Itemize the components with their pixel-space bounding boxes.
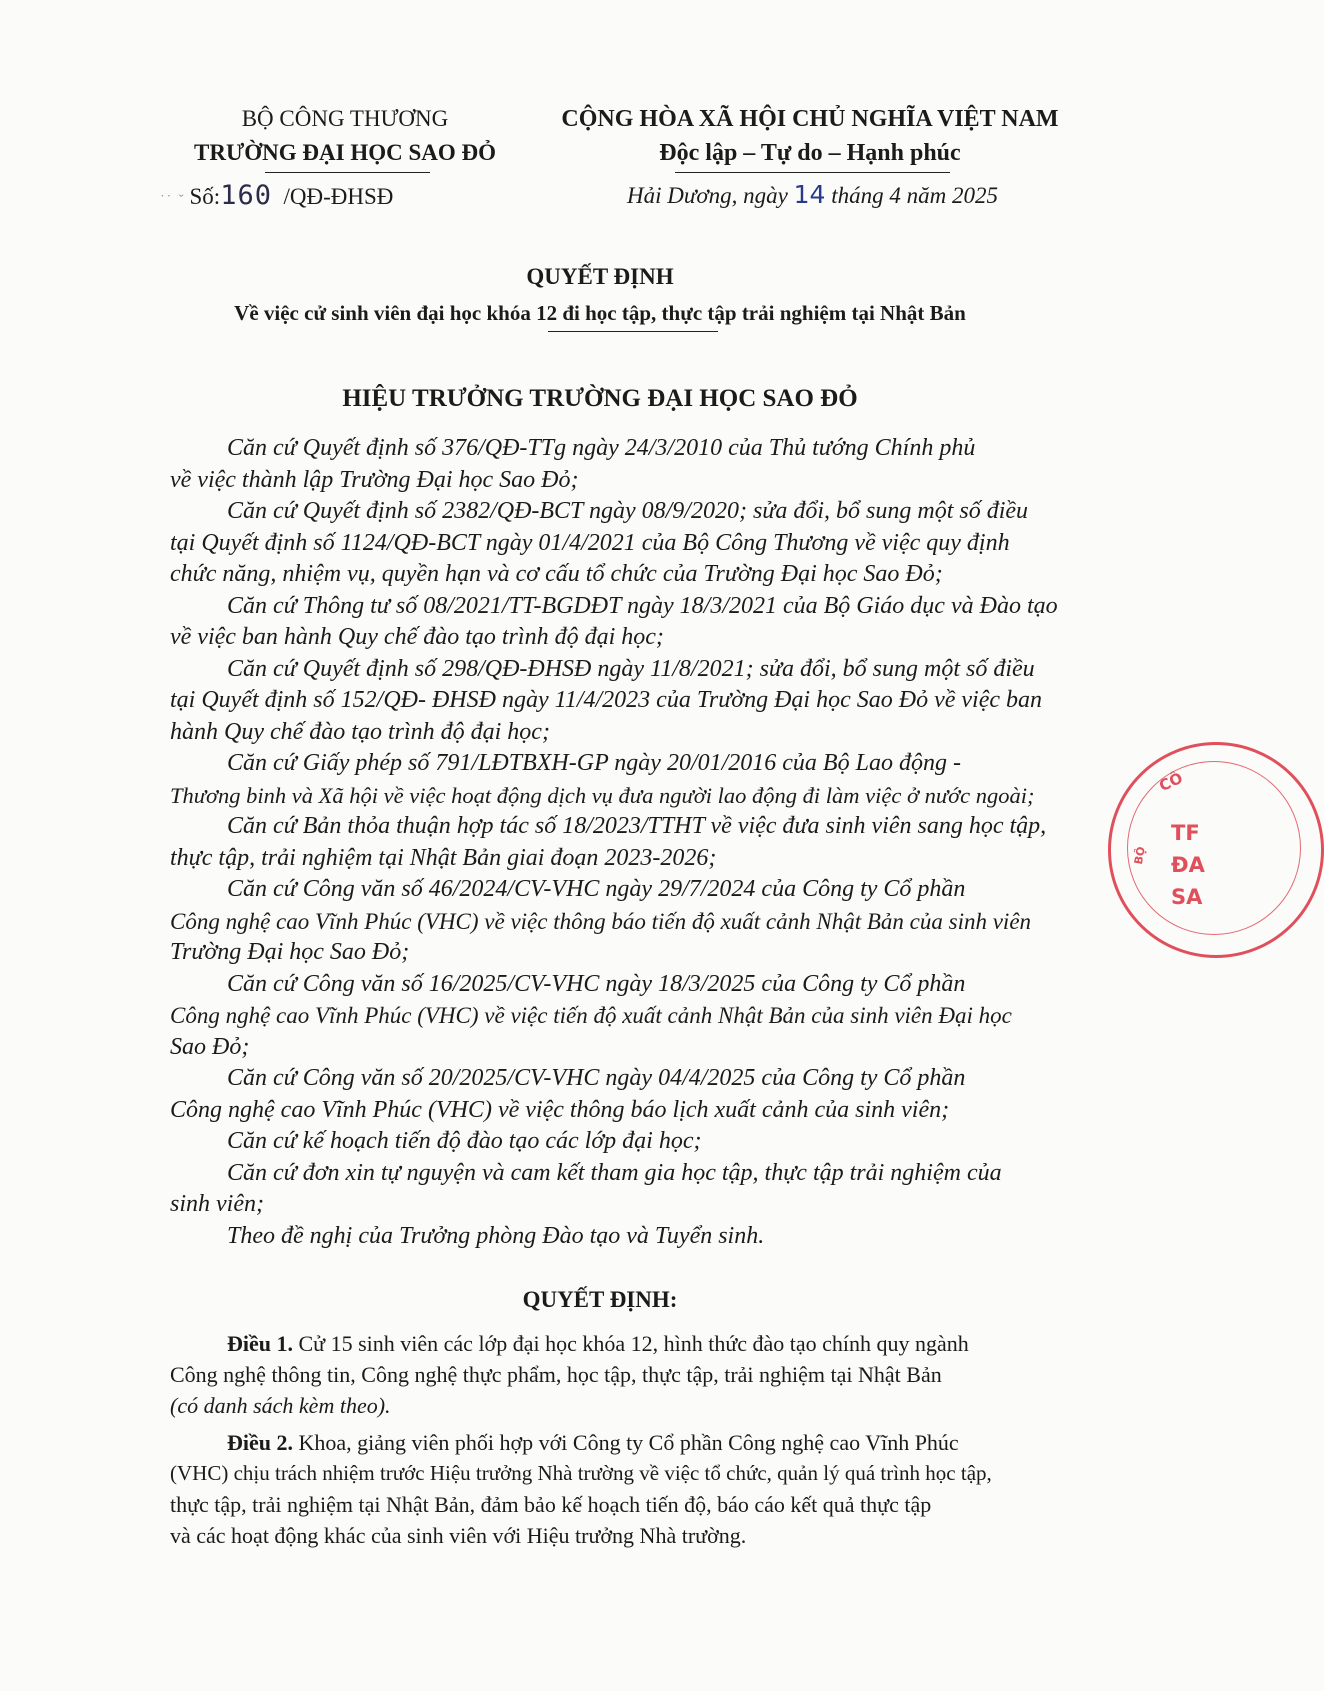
article-1-label: Điều 1. xyxy=(227,1331,293,1356)
date-day-handwritten: 14 xyxy=(793,180,826,209)
national-title: CỘNG HÒA XÃ HỘI CHỦ NGHĨA VIỆT NAM xyxy=(561,106,1059,132)
doc-number-suffix: /QĐ-ĐHSĐ xyxy=(283,184,394,209)
issuing-authority: HIỆU TRƯỞNG TRƯỜNG ĐẠI HỌC SAO ĐỎ xyxy=(342,385,858,412)
ground-10: Căn cứ kế hoạch tiến độ đào tạo các lớp đại học; xyxy=(227,1128,702,1154)
date-suffix: tháng 4 năm 2025 xyxy=(831,183,998,208)
ministry-name: BỘ CÔNG THƯƠNG xyxy=(241,106,449,131)
subtitle-underline xyxy=(548,331,718,332)
article-1-note: (có danh sách kèm theo). xyxy=(170,1393,391,1418)
date-line xyxy=(627,180,998,209)
red-seal-stamp: CÔ TF ĐA SA BỘ xyxy=(1108,742,1324,958)
article-2-label: Điều 2. xyxy=(227,1430,293,1455)
article-1: Điều 1. Cử 15 sinh viên các lớp đại học khóa 12, hình thức đào tạo chính quy ngành Công nghệ thông tin, Công nghệ thực phẩm, học tập, thực tập, trải nghiệm tại Nhật Bản (có danh sách kèm theo). xyxy=(170,1328,1095,1421)
ground-9: Căn cứ Công văn số 20/2025/CV-VHC ngày 04/4/2025 của Công ty Cổ phần Công nghệ cao Vĩnh Phúc (VHC) về việc thông báo lịch xuất cảnh của sinh viên; xyxy=(170,1065,966,1123)
article-2: Điều 2. Khoa, giảng viên phối hợp với Công ty Cổ phần Công nghệ cao Vĩnh Phúc (VHC) chịu trách nhiệm trước Hiệu trưởng Nhà trường về việc tổ chức, quản lý quá trình học tập, thực tập, trải nghiệm tại Nhật Bản, đảm bảo kế hoạch tiến độ, báo cáo kết quả thực tập và các hoạt động khác của sinh viên với Hiệu trưởng Nhà trường. xyxy=(170,1430,992,1548)
ground-6: Căn cứ Bản thỏa thuận hợp tác số 18/2023/TTHT về việc đưa sinh viên sang học tập, thực tập, trải nghiệm tại Nhật Bản giai đoạn 2023-2026; xyxy=(170,813,1047,871)
decision-subtitle: Về việc cử sinh viên đại học khóa 12 đi học tập, thực tập trải nghiệm tại Nhật Bản xyxy=(234,301,966,325)
document-number xyxy=(160,180,393,211)
ground-8: Căn cứ Công văn số 16/2025/CV-VHC ngày 18/3/2025 của Công ty Cổ phần Công nghệ cao Vĩnh Phúc (VHC) về việc tiến độ xuất cảnh Nhật Bản của sinh viên Đại học Sao Đỏ; xyxy=(170,970,1012,1060)
ground-2: Căn cứ Quyết định số 2382/QĐ-BCT ngày 08/9/2020; sửa đổi, bổ sung một số điều tại Quyết định số 1124/QĐ-BCT ngày 01/4/2021 của Bộ Công Thương về việc quy định chức năng, nhiệm vụ, quyền hạn và cơ cấu tổ chức của Trường Đại học Sao Đỏ; xyxy=(170,498,1029,587)
ground-12: Theo đề nghị của Trưởng phòng Đào tạo và Tuyển sinh. xyxy=(227,1222,765,1249)
ground-3: Căn cứ Thông tư số 08/2021/TT-BGDĐT ngày 18/3/2021 của Bộ Giáo dục và Đào tạo về việc ban hành Quy chế đào tạo trình độ đại học; xyxy=(170,592,1058,650)
date-prefix: Hải Dương, ngày xyxy=(627,183,788,208)
doc-number-prefix: Số: xyxy=(189,184,221,209)
grounds-section xyxy=(170,433,1095,1252)
ground-5: Căn cứ Giấy phép số 791/LĐTBXH-GP ngày 20/01/2016 của Bộ Lao động - Thương binh và Xã hội về việc hoạt động dịch vụ đưa người lao động đi làm việc ở nước ngoài; xyxy=(170,750,1035,808)
school-underline xyxy=(265,172,430,173)
doc-number-handwritten: 160 xyxy=(220,180,272,211)
seal-inner-ring xyxy=(1127,761,1301,935)
ground-7: Căn cứ Công văn số 46/2024/CV-VHC ngày 29/7/2024 của Công ty Cổ phần Công nghệ cao Vĩnh Phúc (VHC) về việc thông báo tiến độ xuất cảnh Nhật Bản của sinh viên Trường Đại học Sao Đỏ; xyxy=(170,876,1032,965)
ground-11: Căn cứ đơn xin tự nguyện và cam kết tham gia học tập, thực tập trải nghiệm của sinh viên; xyxy=(170,1159,1002,1217)
motto-underline xyxy=(675,172,950,173)
decision-heading: QUYẾT ĐỊNH: xyxy=(522,1287,678,1312)
national-motto: Độc lập – Tự do – Hạnh phúc xyxy=(659,140,961,166)
decision-title: QUYẾT ĐỊNH xyxy=(526,264,674,289)
ink-smudge: ˙˙ ˇ xyxy=(160,193,186,208)
ground-4: Căn cứ Quyết định số 298/QĐ-ĐHSĐ ngày 11/8/2021; sửa đổi, bổ sung một số điều tại Quyết định số 152/QĐ- ĐHSĐ ngày 11/4/2023 của Trường Đại học Sao Đỏ về việc ban hành Quy chế đào tạo trình độ đại học; xyxy=(170,655,1043,745)
ground-1: Căn cứ Quyết định số 376/QĐ-TTg ngày 24/3/2010 của Thủ tướng Chính phủ về việc thành lập Trường Đại học Sao Đỏ; xyxy=(170,435,976,493)
school-name: TRƯỜNG ĐẠI HỌC SAO ĐỎ xyxy=(194,140,496,165)
